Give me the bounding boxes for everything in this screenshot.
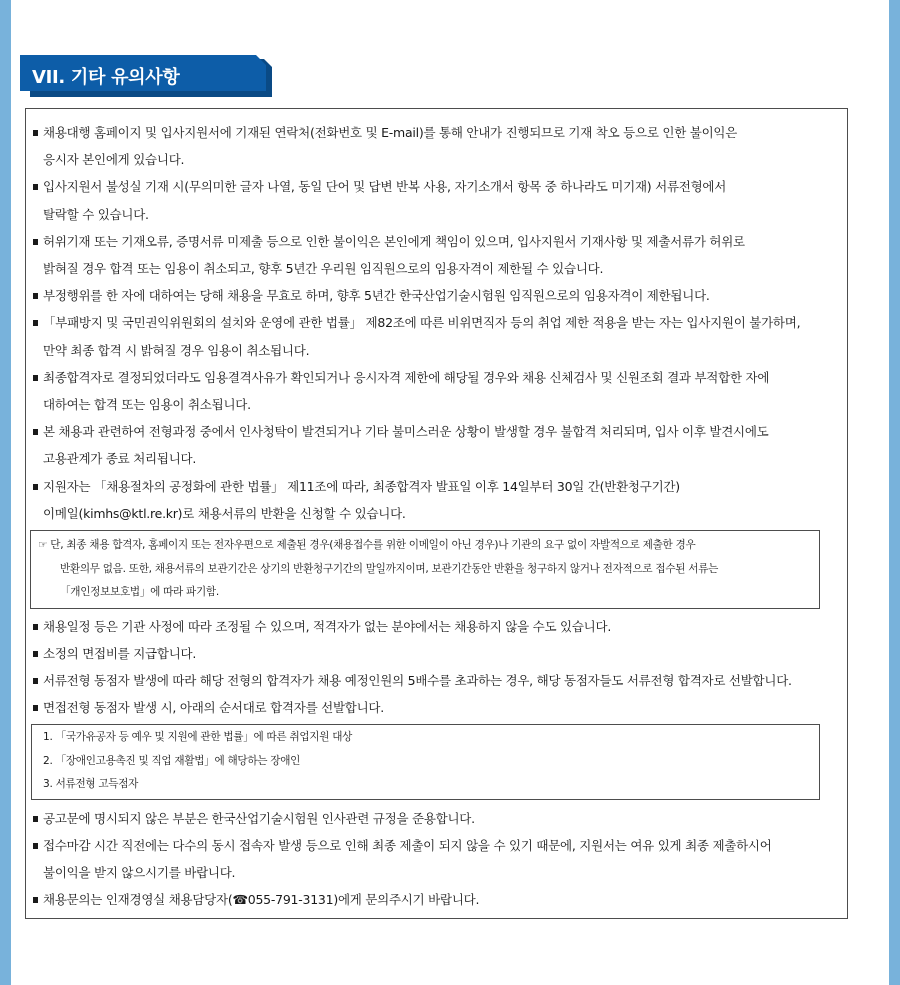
notice-item-line: 지원자는 「채용절차의 공정화에 관한 법률」 제11조에 따라, 최종합격자 발표일 이후 14일부터 30일 간(반환청구기간): [43, 478, 680, 494]
square-bullet-icon: [33, 705, 38, 711]
left-edge-bar: [0, 0, 11, 985]
square-bullet-icon: [33, 678, 38, 684]
notice-item-line: 허위기재 또는 기재오류, 증명서류 미제출 등으로 인한 불이익은 본인에게 책임이 있으며, 입사지원서 기재사항 및 제출서류가 허위로: [43, 233, 745, 249]
notice-item: [33, 694, 823, 721]
ranking-line: 1. 「국가유공자 등 예우 및 지원에 관한 법률」에 따른 취업지원 대상: [43, 731, 353, 744]
notice-item: [33, 119, 823, 173]
square-bullet-icon: [33, 184, 38, 190]
notice-item-line: 면접전형 동점자 발생 시, 아래의 순서대로 합격자를 선발합니다.: [43, 700, 384, 716]
notice-item-line: 탈락할 수 있습니다.: [43, 206, 149, 222]
square-bullet-icon: [33, 130, 38, 136]
square-bullet-icon: [33, 816, 38, 822]
notice-item-line: 만약 최종 합격 시 밝혀질 경우 임용이 취소됩니다.: [43, 342, 310, 358]
notice-item: [33, 667, 823, 694]
square-bullet-icon: [33, 624, 38, 630]
square-bullet-icon: [33, 843, 38, 849]
notice-item-line: 최종합격자로 결정되었더라도 임용결격사유가 확인되거나 응시자격 제한에 해당될 경우와 채용 신체검사 및 신원조회 결과 부적합한 자에: [43, 369, 770, 385]
notice-item-line: 소정의 면접비를 지급합니다.: [43, 645, 197, 661]
notice-item-line: 서류전형 동점자 발생에 따라 해당 전형의 합격자가 채용 예정인원의 5배수를 초과하는 경우, 해당 동점자들도 서류전형 합격자로 선발합니다.: [43, 672, 792, 688]
notice-item-line: 대하여는 합격 또는 임용이 취소됩니다.: [43, 397, 251, 413]
notice-item-line: 부정행위를 한 자에 대하여는 당해 채용을 무효로 하며, 향후 5년간 한국산업기술시험원 임직원으로의 임용자격이 제한됩니다.: [43, 288, 710, 304]
ranking-line: 3. 서류전형 고득점자: [43, 778, 139, 791]
notice-item: [33, 613, 823, 640]
notice-item-line: 채용문의는 인재경영실 채용담당자(☎055-791-3131)에게 문의주시기 바랍니다.: [43, 892, 480, 908]
notice-item: [33, 364, 823, 418]
section-title: VII. 기타 유의사항: [32, 67, 180, 88]
notice-content: [33, 119, 823, 914]
notice-item-line: 채용일정 등은 기관 사정에 따라 조정될 수 있으며, 적격자가 없는 분야에서는 채용하지 않을 수도 있습니다.: [43, 618, 612, 634]
notice-item: [33, 805, 823, 832]
tiebreak-ranking-box: [31, 724, 820, 800]
section-header: [20, 55, 272, 97]
notice-item-line: 접수마감 시간 직전에는 다수의 동시 접속자 발생 등으로 인해 최종 제출이 되지 않을 수 있기 때문에, 지원서는 여유 있게 최종 제출하시어: [43, 838, 772, 854]
ranking-line: 2. 「장애인고용촉진 및 직업 재활법」에 해당하는 장애인: [43, 754, 301, 767]
notice-item: [33, 418, 823, 472]
notice-item-line: 입사지원서 불성실 기재 시(무의미한 글자 나열, 동일 단어 및 답변 반복 사용, 자기소개서 항목 중 하나라도 미기재) 서류전형에서: [43, 179, 727, 195]
square-bullet-icon: [33, 429, 38, 435]
square-bullet-icon: [33, 239, 38, 245]
square-bullet-icon: [33, 375, 38, 381]
square-bullet-icon: [33, 484, 38, 490]
notice-item-line: 고용관계가 종료 처리됩니다.: [43, 451, 197, 467]
notice-item-line: 밝혀질 경우 합격 또는 임용이 취소되고, 향후 5년간 우리원 임직원으로의 임용자격이 제한될 수 있습니다.: [43, 261, 604, 277]
notice-item: [33, 309, 823, 363]
notice-item-line: 채용대행 홈페이지 및 입사지원서에 기재된 연락처(전화번호 및 E-mail)를 통해 안내가 진행되므로 기재 착오 등으로 인한 불이익은: [43, 125, 738, 140]
notice-item: [33, 640, 823, 667]
notice-item: [33, 173, 823, 227]
notice-item: [33, 832, 823, 886]
note-line: 반환의무 없음. 또한, 채용서류의 보관기간은 상기의 반환청구기간의 말일까지이며, 보관기간동안 반환을 청구하지 않거나 전자적으로 접수된 서류는: [60, 562, 719, 575]
notice-item-line: 공고문에 명시되지 않은 부분은 한국산업기술시험원 인사관련 규정을 준용합니다.: [43, 810, 475, 826]
notice-item-line: 본 채용과 관련하여 전형과정 중에서 인사청탁이 발견되거나 기타 불미스러운 상황이 발생할 경우 불합격 처리되며, 입사 이후 발견시에도: [43, 424, 769, 440]
notice-item-line: 이메일(kimhs@ktl.re.kr)로 채용서류의 반환을 신청할 수 있습니다.: [43, 505, 406, 521]
square-bullet-icon: [33, 651, 38, 657]
notice-item-line: 불이익을 받지 않으시기를 바랍니다.: [43, 865, 236, 881]
notice-item: [33, 282, 823, 309]
notice-item: [33, 473, 823, 527]
notice-item-line: 「부패방지 및 국민권익위원회의 설치와 운영에 관한 법률」 제82조에 따른 비위면직자 등의 취업 제한 적용을 받는 자는 입사지원이 불가하며,: [43, 315, 801, 331]
square-bullet-icon: [33, 320, 38, 326]
notice-item: [33, 228, 823, 282]
notice-list-c: [33, 805, 823, 914]
right-edge-bar: [889, 0, 900, 985]
square-bullet-icon: [33, 897, 38, 903]
note-line: 「개인정보보호법」에 따라 파기함.: [60, 586, 219, 599]
return-exception-note: [30, 530, 820, 609]
notice-item-line: 응시자 본인에게 있습니다.: [43, 152, 185, 168]
notice-item: [33, 886, 823, 913]
note-line: ☞ 단, 최종 채용 합격자, 홈페이지 또는 전자우편으로 제출된 경우(채용접수를 위한 이메일이 아닌 경우)나 기관의 요구 없이 자발적으로 제출한 경우: [38, 539, 696, 552]
notice-list-b: [33, 613, 823, 722]
notice-list-a: [33, 119, 823, 527]
square-bullet-icon: [33, 293, 38, 299]
